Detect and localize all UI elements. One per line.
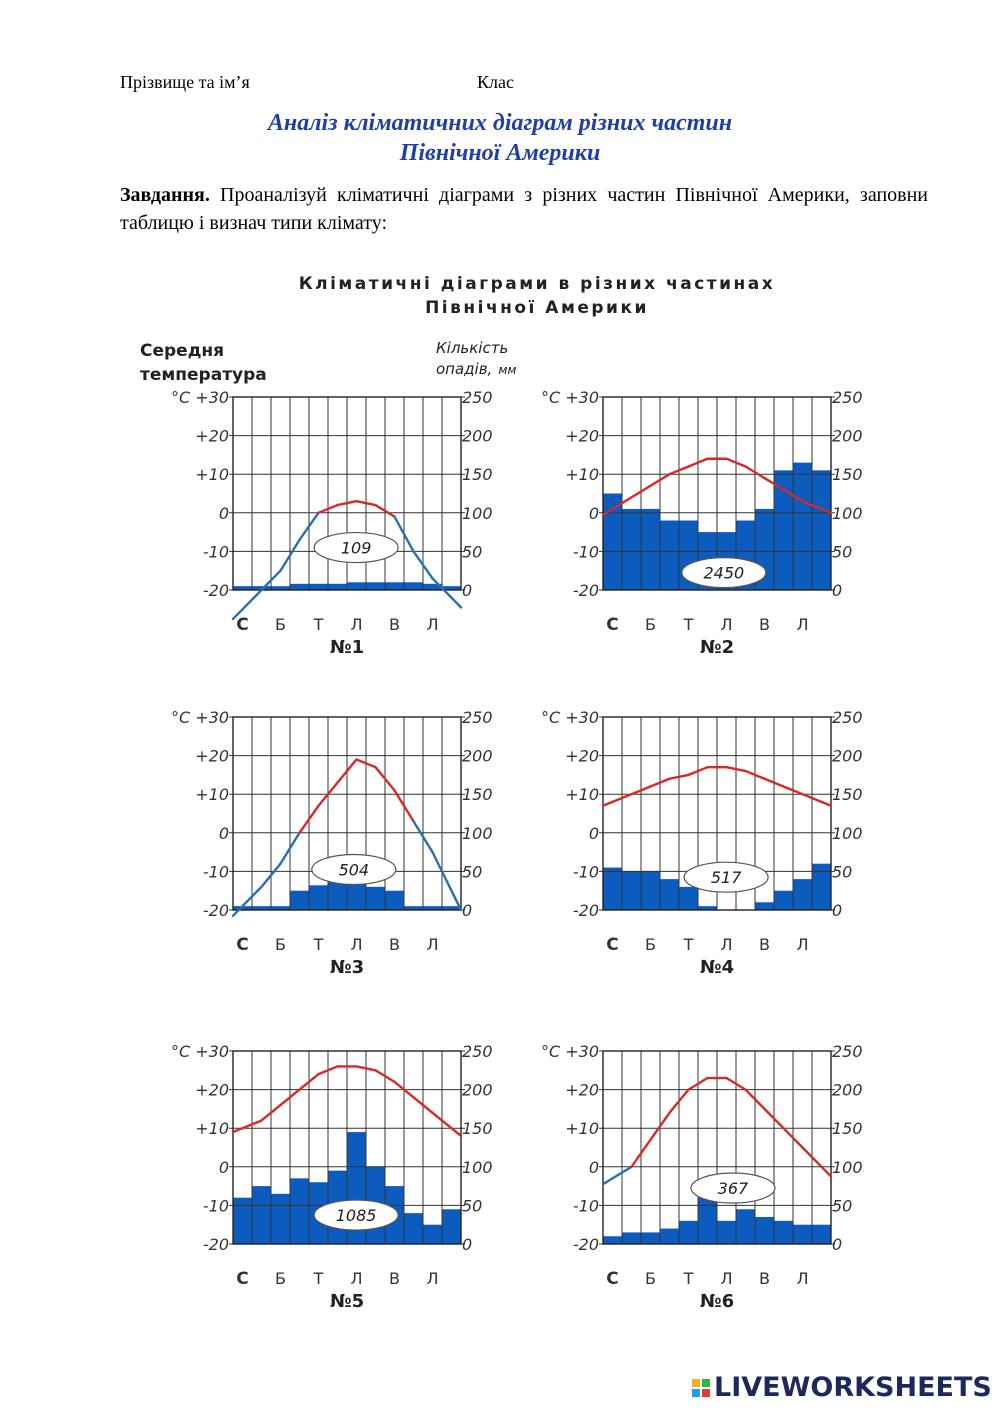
precipitation-bar [603, 868, 622, 910]
logo-square-1 [692, 1379, 700, 1387]
figure-header [140, 274, 775, 385]
precipitation-tick-label: 200 [832, 746, 863, 766]
chart-number: №1 [329, 637, 365, 658]
temperature-segment [822, 1167, 832, 1177]
chart-number: №5 [329, 1291, 365, 1312]
name-label: Прізвище та ім’я [120, 72, 250, 92]
month-label: Л [426, 615, 439, 634]
temperature-tick-label: +20 [565, 746, 599, 766]
month-label: С [606, 615, 619, 635]
month-label: Л [796, 615, 809, 634]
temperature-segment [233, 1128, 243, 1132]
legend-precipitation-1: Кількість [436, 339, 509, 357]
precipitation-tick-label: 200 [462, 426, 493, 446]
month-label: Т [313, 615, 324, 634]
precipitation-bar [812, 864, 831, 910]
precipitation-bar [736, 1209, 755, 1244]
precipitation-tick-label: 200 [462, 746, 493, 766]
logo-square-4 [702, 1389, 710, 1397]
precipitation-bar [233, 1198, 252, 1244]
temperature-tick-label: °С +30 [540, 388, 599, 407]
temperature-tick-label: °С +30 [540, 708, 599, 727]
month-label: Л [350, 935, 363, 954]
month-label: С [606, 1269, 619, 1289]
precipitation-tick-label: 250 [462, 1042, 493, 1061]
temperature-tick-label: °С +30 [170, 1042, 229, 1061]
precipitation-tick-label: 150 [832, 785, 863, 805]
precipitation-tick-label: 0 [832, 901, 843, 920]
climate-chart-6 [541, 1042, 863, 1312]
temperature-tick-label: +10 [565, 785, 599, 805]
chart-number: №6 [699, 1291, 735, 1312]
precipitation-tick-label: 150 [462, 465, 493, 485]
precipitation-tick-label: 250 [462, 388, 493, 407]
precipitation-bar [290, 584, 309, 590]
temperature-tick-label: +20 [195, 746, 229, 766]
precipitation-tick-label: 100 [832, 823, 863, 843]
month-label: Т [683, 615, 694, 634]
precipitation-bar [309, 885, 328, 910]
precipitation-bar [755, 1217, 774, 1244]
climate-chart-2 [541, 388, 863, 658]
annual-precipitation-value: 109 [340, 538, 372, 558]
temperature-segment [822, 802, 832, 806]
precipitation-bar [660, 1229, 679, 1244]
month-label: Б [645, 935, 656, 954]
month-label: В [759, 615, 770, 634]
precipitation-bar [404, 582, 423, 590]
temperature-tick-label: 0 [218, 1157, 229, 1177]
annual-precipitation-value: 517 [710, 868, 742, 888]
temperature-tick-label: 0 [218, 823, 229, 843]
precipitation-tick-label: 100 [462, 503, 493, 523]
month-label: Л [426, 935, 439, 954]
precipitation-bar [774, 1221, 793, 1244]
precipitation-tick-label: 200 [832, 426, 863, 446]
month-label: Л [426, 1269, 439, 1288]
temperature-tick-label: +10 [195, 465, 229, 485]
precipitation-bar [698, 1198, 717, 1244]
precipitation-bar [812, 1225, 831, 1244]
logo-text: LIVEWORKSHEETS [714, 1372, 992, 1403]
precipitation-bar [793, 463, 812, 590]
precipitation-tick-label: 150 [462, 785, 493, 805]
precipitation-bar [622, 871, 641, 910]
precipitation-tick-label: 150 [832, 1119, 863, 1139]
annual-precipitation-value: 367 [717, 1179, 749, 1199]
precipitation-bar [290, 891, 309, 910]
month-label: Б [275, 615, 286, 634]
precipitation-bar [366, 582, 385, 590]
precipitation-bar [717, 1221, 736, 1244]
precipitation-tick-label: 50 [832, 1196, 853, 1216]
chart-number: №3 [329, 957, 365, 978]
month-label: В [759, 1269, 770, 1288]
temperature-tick-label: -10 [572, 862, 599, 882]
temperature-segment [452, 598, 462, 608]
climate-chart-4 [541, 708, 863, 978]
temperature-tick-label: 0 [588, 503, 599, 523]
temperature-tick-label: -10 [572, 1196, 599, 1216]
precipitation-bar [290, 1178, 309, 1244]
temperature-tick-label: °С +30 [540, 1042, 599, 1061]
temperature-tick-label: 0 [588, 1157, 599, 1177]
temperature-tick-label: +10 [565, 465, 599, 485]
precipitation-bar [404, 1213, 423, 1244]
month-label: Т [313, 1269, 324, 1288]
precipitation-tick-label: 0 [462, 581, 473, 600]
precipitation-tick-label: 50 [462, 1196, 483, 1216]
precipitation-tick-label: 200 [832, 1080, 863, 1100]
annual-precipitation-value: 1085 [335, 1206, 377, 1226]
logo-square-2 [702, 1379, 710, 1387]
month-label: С [236, 615, 249, 635]
month-label: Л [720, 935, 733, 954]
task-label: Завдання. [120, 184, 210, 206]
temperature-tick-label: -20 [572, 901, 599, 920]
temperature-tick-label: -20 [202, 1235, 229, 1254]
precipitation-bar [309, 584, 328, 590]
legend-precipitation-unit: мм [498, 363, 517, 377]
temperature-tick-label: +20 [565, 1080, 599, 1100]
precipitation-tick-label: 50 [462, 862, 483, 882]
temperature-tick-label: +10 [565, 1119, 599, 1139]
precipitation-tick-label: 250 [462, 708, 493, 727]
precipitation-bar [271, 1194, 290, 1244]
precipitation-bar [755, 902, 774, 910]
temperature-tick-label: +10 [195, 1119, 229, 1139]
temperature-tick-label: +20 [195, 426, 229, 446]
climate-chart-1 [171, 388, 493, 658]
precipitation-bar [252, 1186, 271, 1244]
precipitation-bar [660, 879, 679, 910]
month-label: Б [645, 615, 656, 634]
month-label: Б [275, 935, 286, 954]
annual-precipitation-value: 504 [338, 860, 370, 880]
month-label: Л [796, 1269, 809, 1288]
precipitation-bar [793, 879, 812, 910]
month-label: В [389, 935, 400, 954]
precipitation-bar [603, 1236, 622, 1244]
month-label: Л [720, 1269, 733, 1288]
precipitation-bar [774, 470, 793, 590]
precipitation-bar [328, 584, 347, 590]
month-label: В [389, 1269, 400, 1288]
temperature-segment [603, 802, 613, 806]
month-label: В [389, 615, 400, 634]
title-line-2: Північної Америки [399, 140, 601, 166]
month-label: С [236, 1269, 249, 1289]
class-label: Клас [477, 72, 514, 92]
chart-number: №4 [699, 957, 735, 978]
month-label: Т [683, 1269, 694, 1288]
legend-precipitation-2 [436, 360, 516, 378]
temperature-tick-label: -10 [202, 542, 229, 562]
precipitation-bar [385, 582, 404, 590]
temperature-tick-label: -20 [572, 1235, 599, 1254]
precipitation-tick-label: 100 [462, 823, 493, 843]
chart-number: №2 [699, 637, 735, 658]
precipitation-tick-label: 100 [832, 1157, 863, 1177]
precipitation-bar [679, 887, 698, 910]
precipitation-bar [347, 582, 366, 590]
precipitation-tick-label: 100 [832, 503, 863, 523]
precipitation-bar [442, 1209, 461, 1244]
precipitation-tick-label: 50 [462, 542, 483, 562]
month-label: С [606, 935, 619, 955]
legend-temperature-2: температура [140, 365, 267, 385]
precipitation-bar [793, 1225, 812, 1244]
temperature-tick-label: +20 [565, 426, 599, 446]
figure-title-line-2: Північної Америки [425, 298, 649, 318]
temperature-segment [243, 590, 262, 609]
temperature-tick-label: °С +30 [170, 708, 229, 727]
precipitation-tick-label: 50 [832, 542, 853, 562]
precipitation-tick-label: 250 [832, 388, 863, 407]
month-label: Т [313, 935, 324, 954]
precipitation-bar [385, 891, 404, 910]
temperature-tick-label: -20 [572, 581, 599, 600]
figure-title-line-1: Кліматичні діаграми в різних частинах [298, 274, 776, 294]
month-label: Л [350, 615, 363, 634]
title-line-1: Аналіз кліматичних діаграм різних частин [267, 110, 733, 136]
annual-precipitation-value: 2450 [703, 563, 745, 583]
month-label: В [759, 935, 770, 954]
precipitation-tick-label: 250 [832, 708, 863, 727]
precipitation-bar [774, 891, 793, 910]
precipitation-bar [366, 887, 385, 910]
temperature-segment [452, 1128, 462, 1136]
temperature-tick-label: +10 [195, 785, 229, 805]
month-label: Л [796, 935, 809, 954]
temperature-segment [603, 1178, 613, 1184]
precipitation-bar [641, 1232, 660, 1244]
precipitation-tick-label: 50 [832, 862, 853, 882]
precipitation-tick-label: 0 [462, 901, 473, 920]
precipitation-tick-label: 0 [462, 1235, 473, 1254]
month-label: Л [720, 615, 733, 634]
temperature-tick-label: -20 [202, 581, 229, 600]
precipitation-tick-label: 150 [462, 1119, 493, 1139]
task-body: Проаналізуй кліматичні діаграми з різних частин Північної Америки, заповни таблицю і визнач типи клімату: [120, 184, 928, 234]
month-label: Л [350, 1269, 363, 1288]
temperature-tick-label: 0 [218, 503, 229, 523]
legend-precipitation-2-text: опадів, [436, 360, 493, 378]
precipitation-bar [622, 509, 641, 590]
logo-square-3 [692, 1389, 700, 1397]
temperature-tick-label: -20 [202, 901, 229, 920]
precipitation-bar [641, 509, 660, 590]
temperature-tick-label: -10 [202, 1196, 229, 1216]
precipitation-tick-label: 150 [832, 465, 863, 485]
climate-chart-5 [171, 1042, 493, 1312]
precipitation-bar [622, 1232, 641, 1244]
temperature-tick-label: -10 [572, 542, 599, 562]
temperature-tick-label: 0 [588, 823, 599, 843]
precipitation-bar [679, 1221, 698, 1244]
month-label: Б [645, 1269, 656, 1288]
liveworksheets-logo [692, 1372, 992, 1403]
month-label: С [236, 935, 249, 955]
liveworksheets-mark-icon [692, 1379, 710, 1397]
precipitation-tick-label: 0 [832, 581, 843, 600]
precipitation-tick-label: 200 [462, 1080, 493, 1100]
precipitation-tick-label: 100 [462, 1157, 493, 1177]
month-label: Т [683, 935, 694, 954]
precipitation-tick-label: 0 [832, 1235, 843, 1254]
climate-chart-3 [171, 708, 493, 978]
precipitation-bar [812, 470, 831, 590]
precipitation-bar [423, 1225, 442, 1244]
legend-temperature-1: Середня [140, 341, 225, 361]
temperature-tick-label: -10 [202, 862, 229, 882]
temperature-tick-label: °С +30 [170, 388, 229, 407]
precipitation-bar [660, 521, 679, 590]
precipitation-bar [641, 871, 660, 910]
precipitation-tick-label: 250 [832, 1042, 863, 1061]
month-label: Б [275, 1269, 286, 1288]
temperature-tick-label: +20 [195, 1080, 229, 1100]
